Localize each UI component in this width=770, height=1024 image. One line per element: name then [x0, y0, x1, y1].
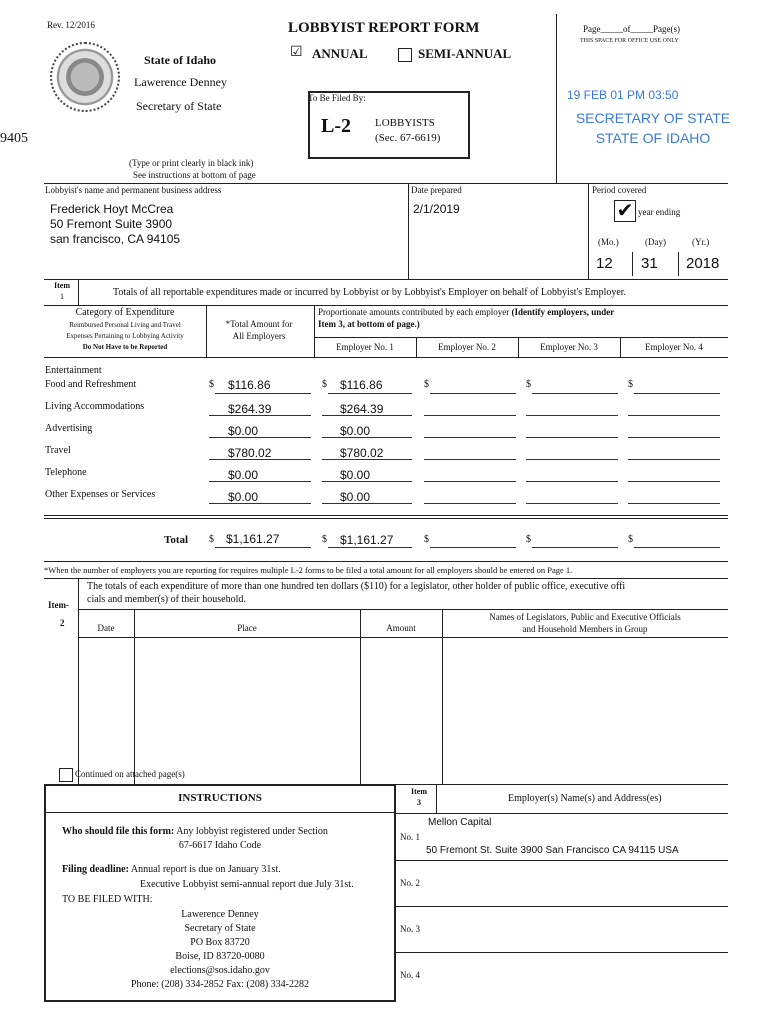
- semi-annual-label: SEMI-ANNUAL: [418, 46, 512, 61]
- row-label: Other Expenses or Services: [45, 489, 156, 500]
- who-bold: Who should file this form:: [62, 826, 175, 837]
- total-header-2: All Employers: [232, 331, 286, 341]
- row-label: Food and Refreshment: [45, 379, 137, 390]
- file-with-email: elections@sos.idaho.gov: [170, 965, 270, 976]
- item3-label: Item: [411, 787, 427, 796]
- row-total[interactable]: $264.39: [228, 402, 272, 416]
- official-name: Lawerence Denney: [134, 75, 227, 89]
- item2-label: Item-: [48, 600, 69, 610]
- lobbyist-address-1[interactable]: 50 Fremont Suite 3900: [50, 217, 173, 231]
- row-total[interactable]: $0.00: [228, 490, 259, 504]
- employer-no-3-label: No. 3: [400, 924, 420, 934]
- filing-deadline: [62, 864, 281, 875]
- date-prepared-label: Date prepared: [411, 185, 462, 195]
- employer-1-name[interactable]: Mellon Capital: [428, 817, 492, 828]
- year-label: (Yr.): [692, 237, 710, 247]
- dollar-sign: $: [424, 534, 429, 545]
- date-prepared-value[interactable]: 2/1/2019: [413, 202, 460, 216]
- employer-col-2: Employer No. 2: [438, 342, 496, 352]
- annual-check-icon: ☑: [290, 45, 303, 60]
- received-stamp-date: 19 FEB 01 PM 03:50: [567, 88, 679, 102]
- employer-col-4: Employer No. 4: [645, 342, 703, 352]
- revision-label: Rev. 12/2016: [47, 20, 95, 30]
- item2-number: 2: [60, 618, 65, 628]
- row-total[interactable]: $0.00: [228, 424, 259, 438]
- row-total[interactable]: $780.02: [228, 446, 272, 460]
- dollar-sign: $: [628, 534, 633, 545]
- item1-heading: Totals of all reportable expenditures made or incurred by Lobbyist or by Lobbyist's Employer on behalf of Lobbyist's Employer.: [113, 287, 627, 298]
- file-with-name: Lawerence Denney: [181, 909, 259, 920]
- dollar-sign: $: [322, 379, 327, 390]
- file-with-label: TO BE FILED WITH:: [62, 894, 153, 905]
- dollar-sign: $: [209, 534, 214, 545]
- total-header-1: *Total Amount for: [225, 319, 293, 329]
- row-emp1[interactable]: $264.39: [340, 402, 384, 416]
- row-label: Living Accommodations: [45, 401, 145, 412]
- item1-number: 1: [60, 292, 64, 301]
- deadline-bold: Filing deadline:: [62, 864, 129, 875]
- item2-heading-2: cials and member(s) of their household.: [87, 594, 246, 605]
- row-emp1[interactable]: $0.00: [340, 468, 371, 482]
- day-label: (Day): [645, 237, 666, 247]
- dollar-sign: $: [628, 379, 633, 390]
- employer-col-3: Employer No. 3: [540, 342, 598, 352]
- employer-col-1: Employer No. 1: [336, 342, 394, 352]
- dollar-sign: $: [424, 379, 429, 390]
- col-amount-header: Amount: [386, 623, 416, 633]
- deadline-text: Annual report is due on January 31st.: [130, 864, 281, 875]
- month-label: (Mo.): [598, 237, 619, 247]
- section-label: (Sec. 67-6619): [375, 132, 441, 144]
- col-place-header: Place: [237, 623, 257, 633]
- deadline-text-2: Executive Lobbyist semi-annual report due July 31st.: [140, 879, 354, 890]
- category-note-2: Expenses Pertaining to Lobbying Activity: [66, 332, 184, 340]
- category-header: Category of Expenditure: [75, 307, 175, 318]
- stamp-line-1: SECRETARY OF STATE: [575, 110, 731, 126]
- dollar-sign: $: [526, 379, 531, 390]
- item2-heading-1: The totals of each expenditure of more than one hundred ten dollars ($110) for a legislator, other holder of public office, executive offi: [87, 581, 626, 592]
- file-with-title: Secretary of State: [184, 923, 256, 934]
- file-with-city: Boise, ID 83720-0080: [175, 951, 265, 962]
- year-ending-label: year ending: [638, 207, 681, 217]
- employer-1-address[interactable]: 50 Fremont St. Suite 3900 San Francisco CA 94115 USA: [426, 845, 679, 856]
- row-label: Telephone: [45, 467, 87, 478]
- col-names-header-2: and Household Members in Group: [522, 624, 648, 634]
- lobbyist-address-2[interactable]: san francisco, CA 94105: [50, 232, 181, 246]
- who-should-file: [62, 826, 328, 837]
- item3-number: 3: [417, 798, 421, 807]
- lobbyist-name[interactable]: Frederick Hoyt McCrea: [50, 202, 174, 216]
- row-label: Advertising: [45, 423, 93, 434]
- continued-checkbox[interactable]: [59, 768, 73, 782]
- category-note-3: Do Not Have to be Reported: [82, 343, 168, 351]
- row-emp1[interactable]: $116.86: [340, 378, 383, 392]
- official-title: Secretary of State: [136, 99, 222, 113]
- employer-no-1-label: No. 1: [400, 832, 420, 842]
- total-label: Total: [164, 534, 189, 546]
- semi-annual-checkbox[interactable]: [398, 48, 412, 62]
- side-number: 9405: [0, 131, 28, 146]
- row-total[interactable]: $0.00: [228, 468, 259, 482]
- proportion-header-1: [318, 307, 728, 317]
- proportion-header-text: Proportionate amounts contributed by each employer: [318, 307, 510, 317]
- entertainment-label: Entertainment: [45, 365, 102, 376]
- item1-label: Item: [54, 281, 70, 290]
- dollar-sign: $: [322, 534, 327, 545]
- who-text-2: 67-6617 Idaho Code: [178, 840, 262, 851]
- state-name: State of Idaho: [144, 53, 217, 67]
- filed-by-label: To Be Filed By:: [308, 93, 366, 103]
- period-year[interactable]: 2018: [686, 255, 720, 272]
- col-date-header: Date: [97, 623, 115, 633]
- row-emp1[interactable]: $780.02: [340, 446, 384, 460]
- period-day[interactable]: 31: [641, 255, 658, 272]
- lobbyist-address-label: Lobbyist's name and permanent business address: [45, 185, 222, 195]
- proportion-header-bold: (Identify employers, under: [511, 307, 615, 317]
- office-use-note: THIS SPACE FOR OFFICE USE ONLY: [580, 38, 679, 44]
- type-note-2: See instructions at bottom of page: [133, 170, 256, 180]
- instructions-title: INSTRUCTIONS: [178, 792, 262, 804]
- item3-heading: Employer(s) Name(s) and Address(es): [508, 793, 662, 804]
- lobbyists-label: LOBBYISTS: [375, 117, 435, 129]
- row-emp1[interactable]: $0.00: [340, 424, 371, 438]
- proportion-header-2: Item 3, at bottom of page.): [318, 319, 420, 329]
- type-note-1: (Type or print clearly in black ink): [129, 158, 254, 168]
- employer-no-2-label: No. 2: [400, 878, 420, 888]
- row-emp1[interactable]: $0.00: [340, 490, 371, 504]
- dollar-sign: $: [526, 534, 531, 545]
- dollar-sign: $: [209, 379, 214, 390]
- file-with-pobox: PO Box 83720: [190, 937, 250, 948]
- period-covered-label: Period covered: [592, 185, 647, 195]
- idaho-state-seal: [50, 42, 120, 112]
- form-title: LOBBYIST REPORT FORM: [288, 20, 480, 36]
- total-employer-1[interactable]: $1,161.27: [340, 533, 394, 547]
- page-count-label: Page_____of_____Page(s): [583, 24, 680, 34]
- continued-label: Continued on attached page(s): [75, 769, 185, 779]
- file-with-phone: Phone: (208) 334-2852 Fax: (208) 334-2282: [130, 979, 310, 990]
- annual-label: ANNUAL: [312, 46, 368, 61]
- row-total[interactable]: $116.86: [228, 378, 271, 392]
- period-month[interactable]: 12: [596, 255, 613, 272]
- stamp-line-2: STATE OF IDAHO: [595, 130, 711, 146]
- category-note-1: Reimbursed Personal Living and Travel: [69, 321, 181, 329]
- row-label: Travel: [45, 445, 71, 456]
- form-code: L-2: [321, 115, 351, 137]
- col-names-header-1: Names of Legislators, Public and Executive Officials: [489, 612, 681, 622]
- who-text: Any lobbyist registered under Section: [176, 826, 328, 837]
- year-ending-checkbox[interactable]: ✔: [614, 200, 636, 222]
- item1-footnote: *When the number of employers you are reporting for requires multiple L-2 forms to be filed a total amount for all employers should be entered on Page 1.: [44, 565, 573, 575]
- total-all-employers[interactable]: $1,161.27: [226, 532, 280, 546]
- employer-no-4-label: No. 4: [400, 970, 420, 980]
